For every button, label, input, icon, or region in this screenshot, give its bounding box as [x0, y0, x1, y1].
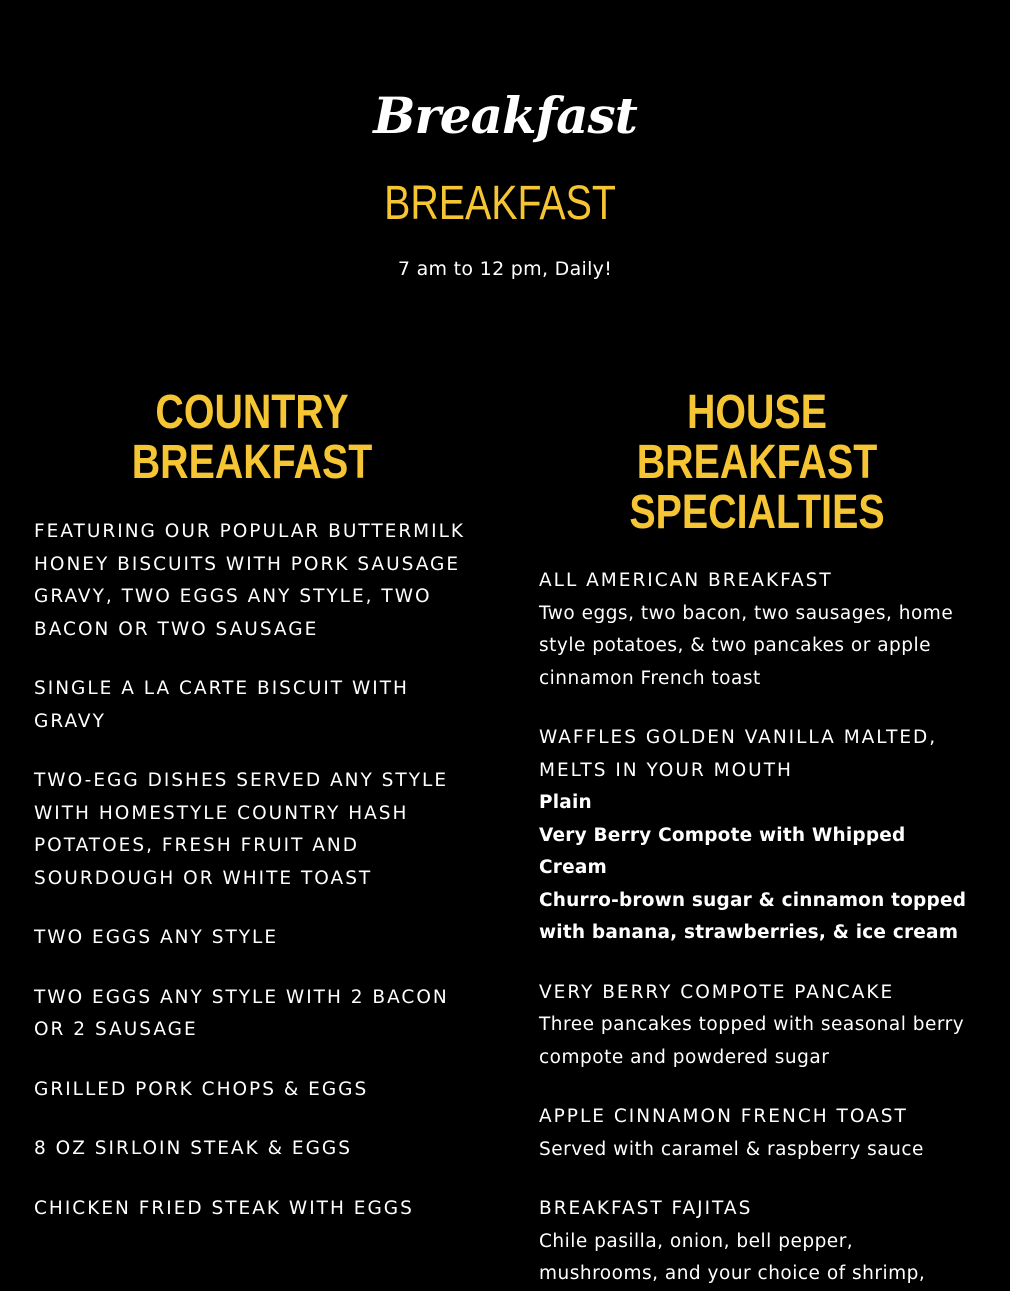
- menu-item: [539, 1193, 979, 1291]
- menu-item-name: WAFFLES GOLDEN VANILLA MALTED, MELTS IN YOUR MOUTH: [539, 727, 938, 781]
- menu-item: GRILLED PORK CHOPS & EGGS: [34, 1078, 369, 1100]
- script-title: Breakfast: [373, 86, 637, 145]
- menu-item: SINGLE A LA CARTE BISCUIT WITH GRAVY: [34, 678, 409, 732]
- menu-item-desc: Two eggs, two bacon, two sausages, home style potatoes, & two pancakes or apple cinnamon French toast: [539, 602, 954, 689]
- menu-item: TWO EGGS ANY STYLE WITH 2 BACON OR 2 SAUSAGE: [34, 986, 449, 1040]
- menu-item-option: Churro-brown sugar & cinnamon topped with banana, strawberries, & ice cream: [539, 889, 967, 943]
- house-specialties-section: [539, 388, 979, 1291]
- section-heading-house: [577, 388, 938, 538]
- hours-text: 7 am to 12 pm, Daily!: [397, 258, 613, 280]
- menu-item-name: APPLE CINNAMON FRENCH TOAST: [539, 1106, 908, 1127]
- menu-item: [539, 977, 979, 1075]
- menu-item-name: BREAKFAST FAJITAS: [539, 1198, 753, 1219]
- menu-item-desc: Served with caramel & raspberry sauce: [539, 1138, 924, 1160]
- menu-item-option: Plain: [539, 792, 592, 813]
- menu-item-name: ALL AMERICAN BREAKFAST: [539, 570, 833, 591]
- page-title: BREAKFAST: [384, 177, 616, 230]
- section-heading-line: SPECIALTIES: [629, 486, 885, 539]
- section-heading-line: HOUSE BREAKFAST: [636, 386, 878, 489]
- menu-item: [539, 722, 979, 950]
- menu-item: [539, 565, 979, 695]
- menu-item-option: Very Berry Compote with Whipped Cream: [539, 824, 906, 878]
- menu-item: 8 OZ SIRLOIN STEAK & EGGS: [34, 1138, 353, 1159]
- menu-item: FEATURING OUR POPULAR BUTTERMILK HONEY BISCUITS WITH PORK SAUSAGE GRAVY, TWO EGGS ANY STYLE, TWO BACON OR TWO SAUSAGE: [34, 521, 466, 640]
- menu-item-desc: Chile pasilla, onion, bell pepper, mushrooms, and your choice of shrimp,: [539, 1230, 926, 1284]
- menu-item-name: VERY BERRY COMPOTE PANCAKE: [539, 981, 895, 1003]
- menu-item-desc: Three pancakes topped with seasonal berry compote and powdered sugar: [539, 1014, 965, 1068]
- menu-item: TWO-EGG DISHES SERVED ANY STYLE WITH HOMESTYLE COUNTRY HASH POTATOES, FRESH FRUIT AND SOURDOUGH OR WHITE TOAST: [34, 770, 449, 889]
- menu-item: CHICKEN FRIED STEAK WITH EGGS: [34, 1197, 414, 1219]
- section-heading-country: COUNTRY BREAKFAST: [131, 386, 373, 489]
- menu-item: TWO EGGS ANY STYLE: [34, 927, 279, 948]
- menu-item: [539, 1101, 979, 1166]
- country-breakfast-section: [34, 388, 474, 1225]
